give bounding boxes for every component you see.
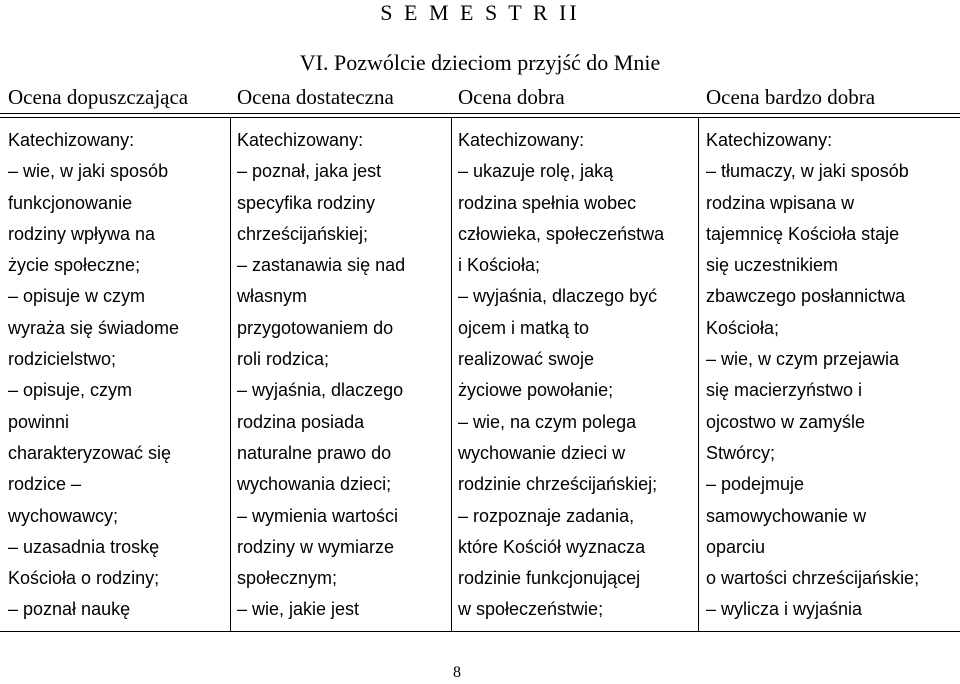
- header-passing: Ocena dopuszczająca: [8, 85, 189, 109]
- cell-line: – wie, jakie jest: [237, 599, 360, 620]
- cell-line: społecznym;: [237, 568, 338, 589]
- cell-line: – opisuje, czym: [8, 380, 133, 401]
- cell-line: życiowe powołanie;: [458, 380, 614, 401]
- cell-line: wyraża się świadome: [8, 317, 180, 338]
- cell-line: charakteryzować się: [8, 442, 172, 463]
- cell-line: naturalne prawo do: [237, 442, 392, 463]
- cell-line: – wylicza i wyjaśnia: [706, 599, 863, 620]
- cell-line: Katechizowany:: [458, 130, 585, 150]
- cell-line: powinni: [8, 411, 70, 432]
- cell-line: rodzinie funkcjonującej: [458, 568, 641, 589]
- cell-line: rodzina wpisana w: [706, 192, 855, 213]
- header-satisfactory: Ocena dostateczna: [237, 85, 394, 109]
- cell-line: które Kościół wyznacza: [458, 536, 646, 557]
- cell-line: się uczestnikiem: [706, 255, 839, 276]
- cell-line: wychowanie dzieci w: [458, 442, 626, 463]
- cell-line: ojcostwo w zamyśle: [706, 411, 866, 432]
- cell-line: życie społeczne;: [8, 255, 141, 276]
- header-divider-bottom: [0, 117, 960, 118]
- cell-line: Katechizowany:: [706, 130, 833, 150]
- cell-line: – tłumaczy, w jaki sposób: [706, 161, 909, 182]
- cell-line: o wartości chrześcijańskie;: [706, 568, 920, 589]
- cell-line: – poznał, jaka jest: [237, 161, 382, 182]
- cell-line: rodzice –: [8, 474, 82, 495]
- cell-line: – zastanawia się nad: [237, 255, 406, 276]
- cell-line: własnym: [237, 286, 308, 307]
- column-divider-3: [698, 117, 699, 632]
- cell-line: – wie, na czym polega: [458, 411, 637, 432]
- cell-line: rodziny w wymiarze: [237, 536, 395, 557]
- semester-title: S E M E S T R II: [380, 0, 580, 25]
- header-good: Ocena dobra: [458, 85, 565, 109]
- cell-line: – rozpoznaje zadania,: [458, 505, 635, 526]
- cell-line: Stwórcy;: [706, 442, 776, 463]
- cell-line: człowieka, społeczeństwa: [458, 223, 665, 244]
- page-number: 8: [453, 664, 461, 681]
- cell-line: wychowania dzieci;: [237, 474, 392, 495]
- chapter-title: VI. Pozwólcie dzieciom przyjść do Mnie: [299, 50, 661, 75]
- cell-line: – opisuje w czym: [8, 286, 146, 307]
- cell-line: w społeczeństwie;: [458, 599, 604, 620]
- cell-line: się macierzyństwo i: [706, 380, 863, 401]
- table-bottom-border: [0, 631, 960, 632]
- header-divider-top: [0, 113, 960, 114]
- cell-line: Katechizowany:: [237, 130, 364, 150]
- cell-line: ojcem i matką to: [458, 317, 590, 338]
- column-good: [458, 125, 664, 626]
- cell-line: rodzina posiada: [237, 411, 365, 432]
- cell-line: i Kościoła;: [458, 255, 541, 276]
- column-divider-2: [451, 117, 452, 632]
- column-passing: [8, 125, 179, 626]
- cell-line: funkcjonowanie: [8, 192, 133, 213]
- cell-line: – ukazuje rolę, jaką: [458, 161, 614, 182]
- grade-header-row: [0, 83, 960, 111]
- cell-line: – wie, w czym przejawia: [706, 349, 900, 370]
- cell-line: tajemnicę Kościoła staje: [706, 223, 900, 244]
- cell-line: realizować swoje: [458, 349, 595, 370]
- cell-line: wychowawcy;: [8, 505, 119, 526]
- cell-line: przygotowaniem do: [237, 317, 394, 338]
- cell-line: – wymienia wartości: [237, 505, 399, 526]
- cell-line: rodzina spełnia wobec: [458, 192, 637, 213]
- cell-line: roli rodzica;: [237, 349, 330, 370]
- header-very-good: Ocena bardzo dobra: [706, 85, 876, 109]
- cell-line: – uzasadnia troskę: [8, 536, 160, 557]
- cell-line: Kościoła;: [706, 317, 780, 338]
- cell-line: rodzicielstwo;: [8, 349, 117, 370]
- column-very-good: [706, 125, 919, 626]
- cell-line: specyfika rodziny: [237, 192, 376, 213]
- cell-line: samowychowanie w: [706, 505, 867, 526]
- cell-line: Katechizowany:: [8, 130, 135, 150]
- cell-line: – wie, w jaki sposób: [8, 161, 169, 182]
- cell-line: zbawczego posłannictwa: [706, 286, 906, 307]
- cell-line: Kościoła o rodziny;: [8, 568, 160, 589]
- cell-line: – podejmuje: [706, 474, 805, 495]
- column-satisfactory: [237, 125, 405, 626]
- cell-line: rodzinie chrześcijańskiej;: [458, 474, 658, 495]
- cell-line: oparciu: [706, 536, 766, 557]
- cell-line: – wyjaśnia, dlaczego: [237, 380, 404, 401]
- cell-line: – wyjaśnia, dlaczego być: [458, 286, 658, 307]
- cell-line: chrześcijańskiej;: [237, 223, 369, 244]
- column-divider-1: [230, 117, 231, 632]
- cell-line: – poznał naukę: [8, 599, 131, 620]
- cell-line: rodziny wpływa na: [8, 223, 156, 244]
